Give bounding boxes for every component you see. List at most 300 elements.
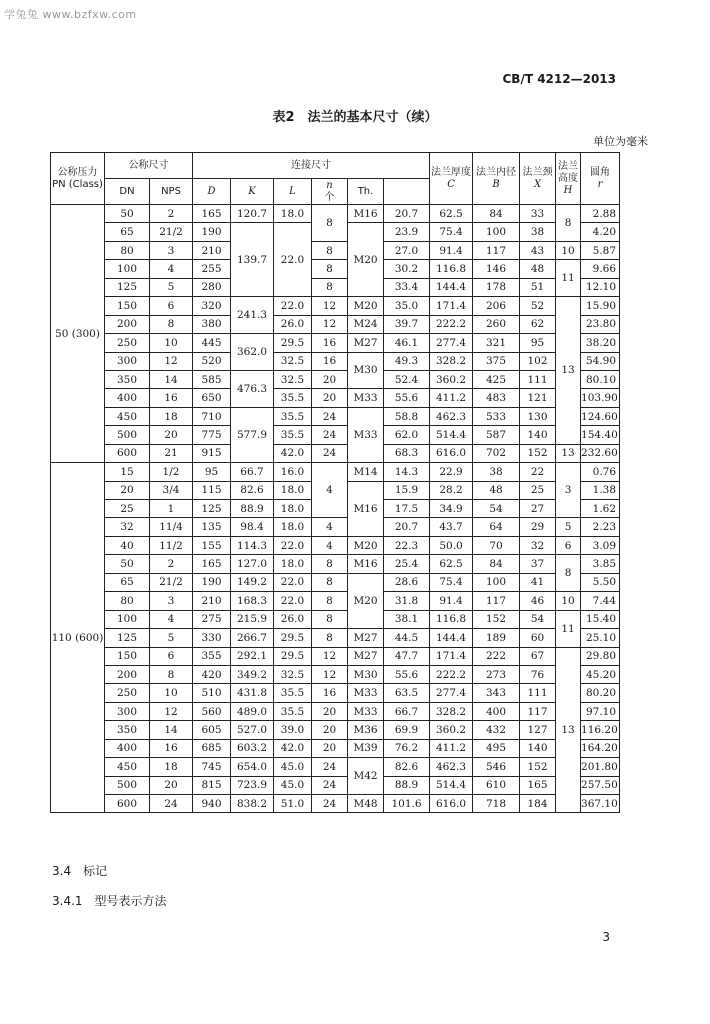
n-cell: 16 bbox=[312, 334, 348, 352]
x-cell: 495 bbox=[473, 739, 520, 757]
c-cell: 23.9 bbox=[384, 223, 430, 241]
d-cell: 815 bbox=[193, 776, 231, 794]
r-cell: 8 bbox=[556, 205, 581, 242]
d-cell: 560 bbox=[193, 702, 231, 720]
k-cell: 476.3 bbox=[231, 370, 274, 407]
th-cell: M27 bbox=[348, 647, 384, 665]
h-cell: 184 bbox=[520, 795, 556, 813]
watermark: 学兔兔 www.bzfxw.com bbox=[4, 8, 137, 21]
weight-cell: 154.40 bbox=[581, 426, 620, 444]
th-cell: M16 bbox=[348, 555, 384, 573]
d-cell: 125 bbox=[193, 500, 231, 518]
d-cell: 135 bbox=[193, 518, 231, 536]
c-cell: 33.4 bbox=[384, 278, 430, 296]
k-cell: 349.2 bbox=[231, 665, 274, 683]
n-cell: 4 bbox=[312, 463, 348, 518]
header-h-name: 法兰高度 bbox=[558, 160, 579, 184]
dn-cell: 65 bbox=[105, 573, 150, 591]
x-cell: 117 bbox=[473, 592, 520, 610]
weight-cell: 29.80 bbox=[581, 647, 620, 665]
dn-cell: 600 bbox=[105, 795, 150, 813]
table-row bbox=[51, 665, 620, 683]
b-cell: 75.4 bbox=[430, 223, 473, 241]
c-cell: 101.6 bbox=[384, 795, 430, 813]
h-cell: 111 bbox=[520, 684, 556, 702]
d-cell: 155 bbox=[193, 536, 231, 554]
nps-cell: 20 bbox=[150, 426, 193, 444]
k-cell: 723.9 bbox=[231, 776, 274, 794]
l-cell: 39.0 bbox=[274, 721, 312, 739]
d-cell: 710 bbox=[193, 407, 231, 425]
dn-cell: 150 bbox=[105, 297, 150, 315]
c-cell: 66.7 bbox=[384, 702, 430, 720]
n-cell: 24 bbox=[312, 426, 348, 444]
l-cell: 22.0 bbox=[274, 223, 312, 297]
th-cell: M33 bbox=[348, 389, 384, 407]
nps-cell: 18 bbox=[150, 407, 193, 425]
r-cell: 6 bbox=[556, 536, 581, 554]
l-cell: 35.5 bbox=[274, 407, 312, 425]
n-cell: 24 bbox=[312, 776, 348, 794]
b-cell: 616.0 bbox=[430, 795, 473, 813]
x-cell: 189 bbox=[473, 629, 520, 647]
nps-cell: 20 bbox=[150, 776, 193, 794]
h-cell: 165 bbox=[520, 776, 556, 794]
weight-cell: 3.85 bbox=[581, 555, 620, 573]
x-cell: 425 bbox=[473, 370, 520, 388]
b-cell: 514.4 bbox=[430, 776, 473, 794]
weight-cell: 97.10 bbox=[581, 702, 620, 720]
h-cell: 111 bbox=[520, 370, 556, 388]
dn-cell: 200 bbox=[105, 665, 150, 683]
l-cell: 22.0 bbox=[274, 573, 312, 591]
h-cell: 52 bbox=[520, 297, 556, 315]
table-row bbox=[51, 407, 620, 425]
k-cell: 266.7 bbox=[231, 629, 274, 647]
l-cell: 18.0 bbox=[274, 500, 312, 518]
nps-cell: 12 bbox=[150, 352, 193, 370]
b-cell: 62.5 bbox=[430, 205, 473, 223]
dn-cell: 50 bbox=[105, 555, 150, 573]
h-cell: 27 bbox=[520, 500, 556, 518]
c-cell: 55.6 bbox=[384, 389, 430, 407]
header-c-name: 法兰厚度 bbox=[431, 166, 472, 178]
h-cell: 117 bbox=[520, 702, 556, 720]
table-row bbox=[51, 315, 620, 333]
c-cell: 27.0 bbox=[384, 241, 430, 259]
k-cell: 139.7 bbox=[231, 223, 274, 297]
k-cell: 127.0 bbox=[231, 555, 274, 573]
x-cell: 222 bbox=[473, 647, 520, 665]
nps-cell: 11/2 bbox=[150, 536, 193, 554]
n-cell: 20 bbox=[312, 739, 348, 757]
l-cell: 18.0 bbox=[274, 555, 312, 573]
h-cell: 152 bbox=[520, 758, 556, 776]
weight-cell: 3.09 bbox=[581, 536, 620, 554]
header-k: K bbox=[231, 179, 274, 205]
c-cell: 20.7 bbox=[384, 518, 430, 536]
th-cell: M27 bbox=[348, 334, 384, 352]
weight-cell: 23.80 bbox=[581, 315, 620, 333]
dn-cell: 400 bbox=[105, 739, 150, 757]
x-cell: 38 bbox=[473, 463, 520, 481]
dn-cell: 300 bbox=[105, 352, 150, 370]
header-h-sym: H bbox=[563, 184, 573, 196]
b-cell: 62.5 bbox=[430, 555, 473, 573]
dn-cell: 25 bbox=[105, 500, 150, 518]
dn-cell: 250 bbox=[105, 334, 150, 352]
table-row bbox=[51, 426, 620, 444]
c-cell: 68.3 bbox=[384, 444, 430, 462]
unit-note: 单位为毫米 bbox=[593, 135, 648, 148]
weight-cell: 25.10 bbox=[581, 629, 620, 647]
r-cell: 8 bbox=[556, 555, 581, 592]
th-cell: M24 bbox=[348, 315, 384, 333]
th-cell: M33 bbox=[348, 407, 384, 462]
b-cell: 411.2 bbox=[430, 739, 473, 757]
d-cell: 940 bbox=[193, 795, 231, 813]
th-cell: M16 bbox=[348, 205, 384, 223]
dn-cell: 500 bbox=[105, 426, 150, 444]
n-cell: 8 bbox=[312, 629, 348, 647]
n-cell: 24 bbox=[312, 795, 348, 813]
b-cell: 50.0 bbox=[430, 536, 473, 554]
x-cell: 702 bbox=[473, 444, 520, 462]
nps-cell: 21/2 bbox=[150, 223, 193, 241]
c-cell: 44.5 bbox=[384, 629, 430, 647]
k-cell: 120.7 bbox=[231, 205, 274, 223]
l-cell: 32.5 bbox=[274, 665, 312, 683]
c-cell: 38.1 bbox=[384, 610, 430, 628]
l-cell: 29.5 bbox=[274, 647, 312, 665]
c-cell: 62.0 bbox=[384, 426, 430, 444]
th-cell: M30 bbox=[348, 665, 384, 683]
h-cell: 46 bbox=[520, 592, 556, 610]
x-cell: 273 bbox=[473, 665, 520, 683]
d-cell: 585 bbox=[193, 370, 231, 388]
l-cell: 35.5 bbox=[274, 426, 312, 444]
c-cell: 49.3 bbox=[384, 352, 430, 370]
b-cell: 360.2 bbox=[430, 370, 473, 388]
k-cell: 577.9 bbox=[231, 407, 274, 462]
nps-cell: 18 bbox=[150, 758, 193, 776]
n-cell: 16 bbox=[312, 352, 348, 370]
l-cell: 29.5 bbox=[274, 629, 312, 647]
n-cell: 8 bbox=[312, 205, 348, 242]
table-row bbox=[51, 536, 620, 554]
l-cell: 26.0 bbox=[274, 315, 312, 333]
h-cell: 140 bbox=[520, 426, 556, 444]
nps-cell: 16 bbox=[150, 739, 193, 757]
table-row bbox=[51, 610, 620, 628]
header-l: L bbox=[274, 179, 312, 205]
r-cell: 13 bbox=[556, 297, 581, 445]
header-r-sym: r bbox=[597, 178, 603, 190]
table-row bbox=[51, 334, 620, 352]
d-cell: 255 bbox=[193, 260, 231, 278]
weight-cell: 1.38 bbox=[581, 481, 620, 499]
c-cell: 46.1 bbox=[384, 334, 430, 352]
d-cell: 685 bbox=[193, 739, 231, 757]
table-row bbox=[51, 278, 620, 296]
h-cell: 54 bbox=[520, 610, 556, 628]
header-nps: NPS bbox=[150, 179, 193, 205]
d-cell: 650 bbox=[193, 389, 231, 407]
k-cell: 527.0 bbox=[231, 721, 274, 739]
nps-cell: 12 bbox=[150, 702, 193, 720]
k-cell: 168.3 bbox=[231, 592, 274, 610]
table-row bbox=[51, 518, 620, 536]
weight-cell: 103.90 bbox=[581, 389, 620, 407]
weight-cell: 80.10 bbox=[581, 370, 620, 388]
k-cell: 66.7 bbox=[231, 463, 274, 481]
b-cell: 222.2 bbox=[430, 665, 473, 683]
n-cell: 12 bbox=[312, 665, 348, 683]
x-cell: 321 bbox=[473, 334, 520, 352]
d-cell: 210 bbox=[193, 241, 231, 259]
x-cell: 533 bbox=[473, 407, 520, 425]
n-cell: 24 bbox=[312, 407, 348, 425]
n-cell: 24 bbox=[312, 444, 348, 462]
weight-cell: 164.20 bbox=[581, 739, 620, 757]
pn-cell: 50 (300) bbox=[51, 205, 105, 463]
table-body bbox=[51, 205, 620, 813]
weight-cell: 367.10 bbox=[581, 795, 620, 813]
header-dn: DN bbox=[105, 179, 150, 205]
b-cell: 360.2 bbox=[430, 721, 473, 739]
th-cell: M33 bbox=[348, 684, 384, 702]
h-cell: 48 bbox=[520, 260, 556, 278]
dn-cell: 65 bbox=[105, 223, 150, 241]
weight-cell: 5.50 bbox=[581, 573, 620, 591]
c-cell: 25.4 bbox=[384, 555, 430, 573]
b-cell: 34.9 bbox=[430, 500, 473, 518]
c-cell: 55.6 bbox=[384, 665, 430, 683]
k-cell: 489.0 bbox=[231, 702, 274, 720]
dn-cell: 150 bbox=[105, 647, 150, 665]
c-cell: 69.9 bbox=[384, 721, 430, 739]
nps-cell: 24 bbox=[150, 795, 193, 813]
dn-cell: 200 bbox=[105, 315, 150, 333]
table-row bbox=[51, 463, 620, 481]
l-cell: 35.5 bbox=[274, 389, 312, 407]
c-cell: 58.8 bbox=[384, 407, 430, 425]
table-row bbox=[51, 555, 620, 573]
weight-cell: 15.40 bbox=[581, 610, 620, 628]
l-cell: 16.0 bbox=[274, 463, 312, 481]
weight-cell: 2.23 bbox=[581, 518, 620, 536]
dn-cell: 600 bbox=[105, 444, 150, 462]
th-cell: M39 bbox=[348, 739, 384, 757]
h-cell: 51 bbox=[520, 278, 556, 296]
x-cell: 54 bbox=[473, 500, 520, 518]
r-cell: 13 bbox=[556, 444, 581, 462]
b-cell: 222.2 bbox=[430, 315, 473, 333]
x-cell: 152 bbox=[473, 610, 520, 628]
b-cell: 171.4 bbox=[430, 647, 473, 665]
h-cell: 102 bbox=[520, 352, 556, 370]
nps-cell: 14 bbox=[150, 721, 193, 739]
b-cell: 411.2 bbox=[430, 389, 473, 407]
h-cell: 121 bbox=[520, 389, 556, 407]
header-n bbox=[312, 179, 348, 205]
table-row bbox=[51, 592, 620, 610]
weight-cell: 232.60 bbox=[581, 444, 620, 462]
x-cell: 587 bbox=[473, 426, 520, 444]
d-cell: 210 bbox=[193, 592, 231, 610]
h-cell: 67 bbox=[520, 647, 556, 665]
th-cell: M33 bbox=[348, 702, 384, 720]
n-cell: 4 bbox=[312, 536, 348, 554]
b-cell: 277.4 bbox=[430, 684, 473, 702]
th-cell: M30 bbox=[348, 352, 384, 389]
table-row bbox=[51, 721, 620, 739]
dn-cell: 350 bbox=[105, 370, 150, 388]
weight-cell: 1.62 bbox=[581, 500, 620, 518]
nps-cell: 1 bbox=[150, 500, 193, 518]
dn-cell: 40 bbox=[105, 536, 150, 554]
h-cell: 38 bbox=[520, 223, 556, 241]
c-cell: 35.0 bbox=[384, 297, 430, 315]
n-cell: 20 bbox=[312, 370, 348, 388]
nps-cell: 3 bbox=[150, 241, 193, 259]
table-row bbox=[51, 260, 620, 278]
c-cell: 47.7 bbox=[384, 647, 430, 665]
weight-cell: 5.87 bbox=[581, 241, 620, 259]
x-cell: 432 bbox=[473, 721, 520, 739]
header-c bbox=[430, 153, 473, 205]
l-cell: 22.0 bbox=[274, 536, 312, 554]
header-x bbox=[520, 153, 556, 205]
th-cell: M20 bbox=[348, 573, 384, 628]
l-cell: 26.0 bbox=[274, 610, 312, 628]
n-cell: 8 bbox=[312, 592, 348, 610]
r-cell: 10 bbox=[556, 592, 581, 610]
header-b-sym: B bbox=[492, 178, 500, 190]
table-row bbox=[51, 241, 620, 259]
header-b-name: 法兰内径 bbox=[476, 166, 517, 178]
nps-cell: 5 bbox=[150, 629, 193, 647]
x-cell: 260 bbox=[473, 315, 520, 333]
x-cell: 483 bbox=[473, 389, 520, 407]
dn-cell: 20 bbox=[105, 481, 150, 499]
d-cell: 420 bbox=[193, 665, 231, 683]
c-cell: 22.3 bbox=[384, 536, 430, 554]
x-cell: 70 bbox=[473, 536, 520, 554]
dn-cell: 50 bbox=[105, 205, 150, 223]
nps-cell: 4 bbox=[150, 260, 193, 278]
n-cell: 8 bbox=[312, 260, 348, 278]
table-row bbox=[51, 758, 620, 776]
table-row bbox=[51, 739, 620, 757]
r-cell: 3 bbox=[556, 463, 581, 518]
weight-cell: 7.44 bbox=[581, 592, 620, 610]
weight-cell: 9.66 bbox=[581, 260, 620, 278]
k-cell: 114.3 bbox=[231, 536, 274, 554]
table-row bbox=[51, 795, 620, 813]
h-cell: 130 bbox=[520, 407, 556, 425]
pn-cell: 110 (600) bbox=[51, 463, 105, 813]
header-n-unit: 个 bbox=[324, 191, 335, 203]
x-cell: 48 bbox=[473, 481, 520, 499]
n-cell: 20 bbox=[312, 721, 348, 739]
nps-cell: 11/4 bbox=[150, 518, 193, 536]
weight-cell: 15.90 bbox=[581, 297, 620, 315]
dn-cell: 15 bbox=[105, 463, 150, 481]
c-cell: 14.3 bbox=[384, 463, 430, 481]
dn-cell: 500 bbox=[105, 776, 150, 794]
d-cell: 275 bbox=[193, 610, 231, 628]
l-cell: 35.5 bbox=[274, 684, 312, 702]
b-cell: 22.9 bbox=[430, 463, 473, 481]
k-cell: 241.3 bbox=[231, 297, 274, 334]
k-cell: 603.2 bbox=[231, 739, 274, 757]
d-cell: 745 bbox=[193, 758, 231, 776]
b-cell: 462.3 bbox=[430, 407, 473, 425]
th-cell: M20 bbox=[348, 297, 384, 315]
nps-cell: 21 bbox=[150, 444, 193, 462]
x-cell: 343 bbox=[473, 684, 520, 702]
nps-cell: 3/4 bbox=[150, 481, 193, 499]
b-cell: 462.3 bbox=[430, 758, 473, 776]
n-cell: 8 bbox=[312, 573, 348, 591]
weight-cell: 124.60 bbox=[581, 407, 620, 425]
c-cell: 52.4 bbox=[384, 370, 430, 388]
l-cell: 45.0 bbox=[274, 776, 312, 794]
table-row bbox=[51, 352, 620, 370]
c-cell: 17.5 bbox=[384, 500, 430, 518]
nps-cell: 14 bbox=[150, 370, 193, 388]
weight-cell: 54.90 bbox=[581, 352, 620, 370]
nps-cell: 8 bbox=[150, 315, 193, 333]
h-cell: 33 bbox=[520, 205, 556, 223]
x-cell: 718 bbox=[473, 795, 520, 813]
d-cell: 445 bbox=[193, 334, 231, 352]
l-cell: 22.0 bbox=[274, 592, 312, 610]
weight-cell: 0.76 bbox=[581, 463, 620, 481]
k-cell: 82.6 bbox=[231, 481, 274, 499]
dn-cell: 250 bbox=[105, 684, 150, 702]
h-cell: 140 bbox=[520, 739, 556, 757]
l-cell: 35.5 bbox=[274, 702, 312, 720]
b-cell: 91.4 bbox=[430, 592, 473, 610]
h-cell: 60 bbox=[520, 629, 556, 647]
n-cell: 8 bbox=[312, 278, 348, 296]
dn-cell: 80 bbox=[105, 592, 150, 610]
k-cell: 654.0 bbox=[231, 758, 274, 776]
c-cell: 88.9 bbox=[384, 776, 430, 794]
x-cell: 375 bbox=[473, 352, 520, 370]
weight-cell: 4.20 bbox=[581, 223, 620, 241]
k-cell: 838.2 bbox=[231, 795, 274, 813]
h-cell: 152 bbox=[520, 444, 556, 462]
header-d: D bbox=[193, 179, 231, 205]
header-pn: 公称压力 PN (Class) bbox=[51, 153, 105, 205]
x-cell: 84 bbox=[473, 555, 520, 573]
b-cell: 144.4 bbox=[430, 629, 473, 647]
d-cell: 775 bbox=[193, 426, 231, 444]
nps-cell: 2 bbox=[150, 555, 193, 573]
k-cell: 88.9 bbox=[231, 500, 274, 518]
c-cell: 30.2 bbox=[384, 260, 430, 278]
d-cell: 165 bbox=[193, 205, 231, 223]
nps-cell: 16 bbox=[150, 389, 193, 407]
d-cell: 165 bbox=[193, 555, 231, 573]
n-cell: 12 bbox=[312, 647, 348, 665]
weight-cell: 80.20 bbox=[581, 684, 620, 702]
k-cell: 98.4 bbox=[231, 518, 274, 536]
r-cell: 11 bbox=[556, 260, 581, 297]
